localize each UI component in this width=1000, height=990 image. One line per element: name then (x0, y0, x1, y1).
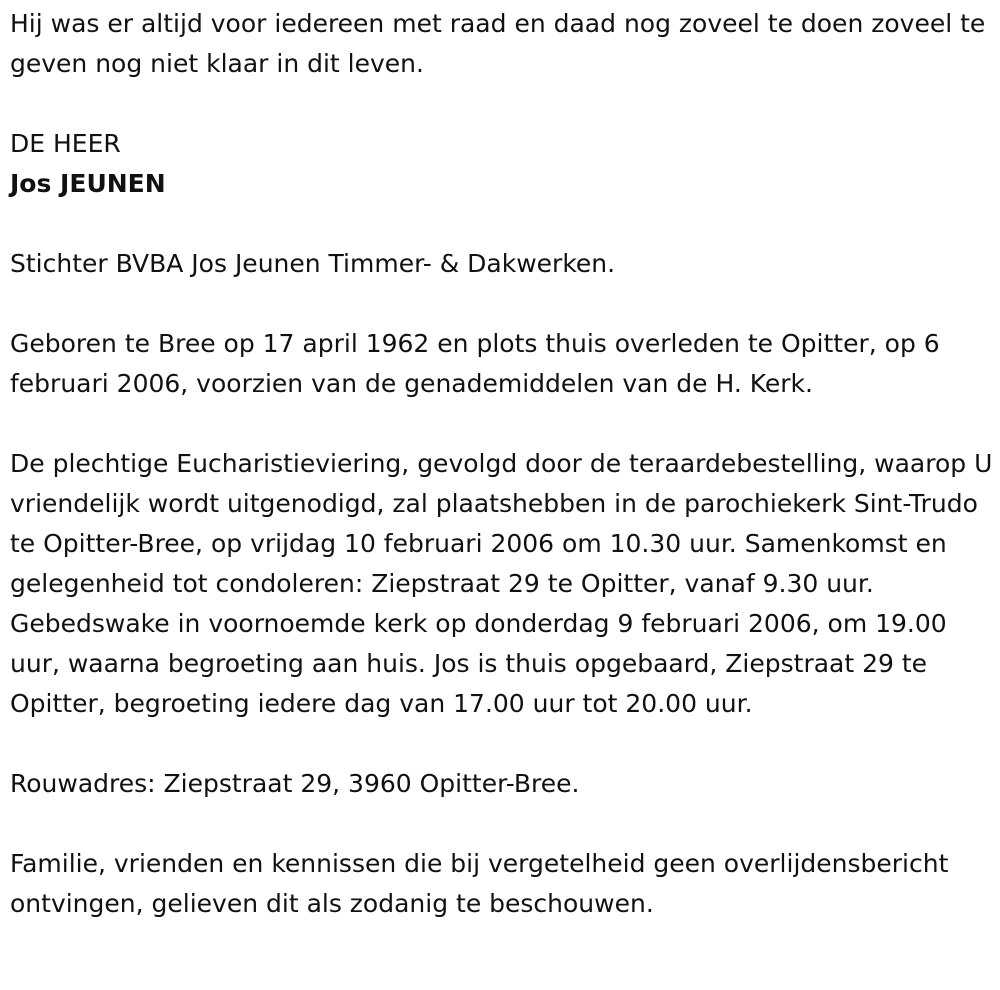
honorific-title: DE HEER (10, 129, 121, 158)
mourning-address: Rouwadres: Ziepstraat 29, 3960 Opitter-Bree. (10, 769, 580, 798)
closing-paragraph: Familie, vrienden en kennissen die bij vergetelheid geen overlijdensbericht ontvingen, gelieven dit als zodanig te beschouwen. (10, 849, 949, 918)
deceased-name: Jos JEUNEN (10, 169, 166, 198)
ceremony-paragraph: De plechtige Eucharistieviering, gevolgd door de teraardebestelling, waarop U vriendelijk wordt uitgenodigd, zal plaatshebben in de parochiekerk Sint-Trudo te Opitter-Bree, op vrijdag 10 februari 2006 om 10.30 uur. Samenkomst en gelegenheid tot condoleren: Ziepstraat 29 te Opitter, vanaf 9.30 uur. Gebedswake in voornoemde kerk op donderdag 9 februari 2006, om 19.00 uur, waarna begroeting aan huis. Jos is thuis opgebaard, Ziepstraat 29 te Opitter, begroeting iedere dag van 17.00 uur tot 20.00 uur. (10, 449, 993, 718)
obituary-document (10, 4, 995, 924)
birth-death-paragraph: Geboren te Bree op 17 april 1962 en plots thuis overleden te Opitter, op 6 februari 2006, voorzien van de genademiddelen van de H. Kerk. (10, 329, 940, 398)
founder-line: Stichter BVBA Jos Jeunen Timmer- & Dakwerken. (10, 249, 616, 278)
memorial-poem: Hij was er altijd voor iedereen met raad en daad nog zoveel te doen zoveel te geven nog niet klaar in dit leven. (10, 9, 986, 78)
